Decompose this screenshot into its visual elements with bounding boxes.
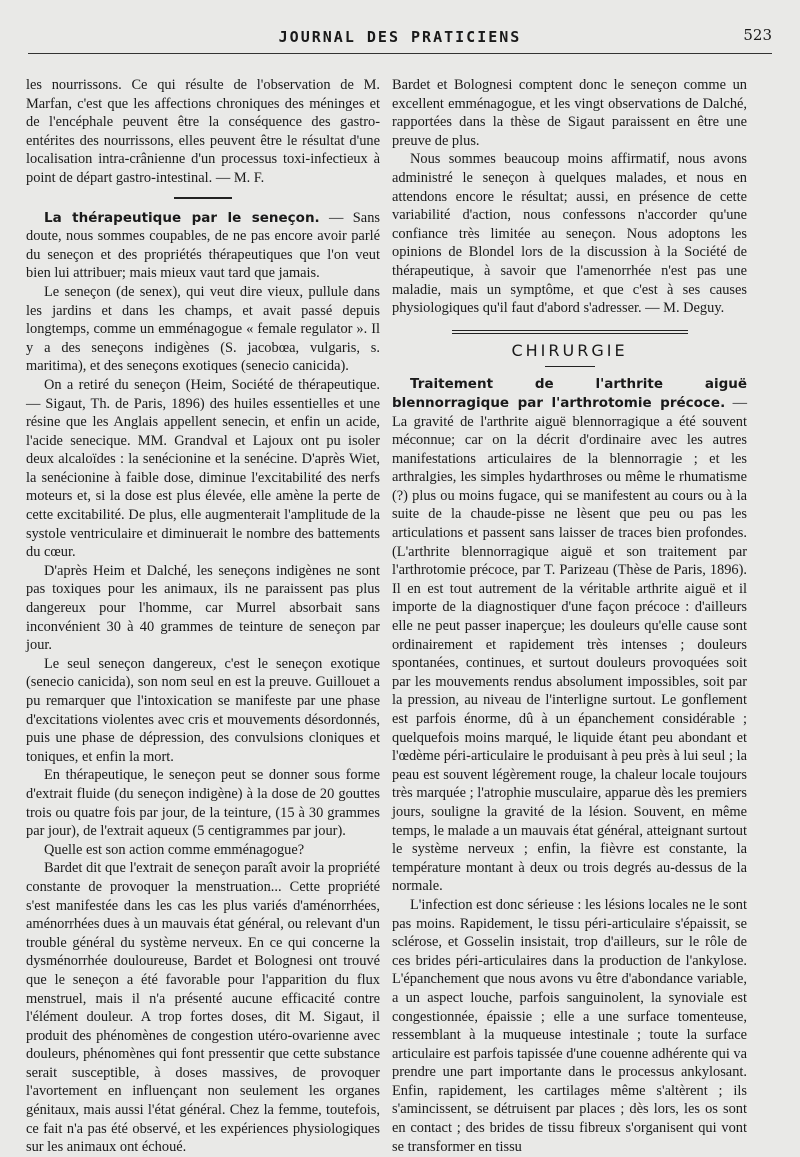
left-column	[26, 76, 380, 1157]
paragraph: Nous sommes beaucoup moins affirmatif, nous avons administré le seneçon à quelques malades, et nous en attendons encore le résultat; aussi, en présence de cette variabilité d'action, nous confessons n'accorder qu'une confiance très limitée au seneçon. Nous adoptons les opinions de Blondel lors de la discussion à la Société de thérapeutique, à savoir que l'amenorrhée n'est pas une maladie, mais un symptôme, et que c'est à ses causes physiologiques qu'il faut d'abord s'adresser. — M. Deguy.	[392, 151, 747, 317]
paragraph: les nourrissons. Ce qui résulte de l'observation de M. Marfan, c'est que les affections chroniques des méninges et de l'encéphale peuvent être la conséquence des gastro-entérites des nourrissons, elles peuvent être le résultat d'une localisation intra-crânienne d'un processus toxi-infectieux à point de départ gastro-intestinal. — M. F.	[26, 77, 380, 186]
section-divider	[174, 197, 232, 199]
paragraph: En thérapeutique, le seneçon peut se donner sous forme d'extrait fluide (du seneçon indigène) à la dose de 20 gouttes trois ou quatre fois par jour, de la teinture, (15 à 30 grammes par jour), de l'extrait aqueux (5 centigrammes par jour).	[26, 767, 380, 840]
paragraph: Bardet dit que l'extrait de seneçon paraît avoir la propriété constante de provoquer la menstruation... Cette propriété s'est manifestée dans les cas les plus variés d'aménorrhées, aménorrhées dues à un mauvais état général, ou relevant d'un trouble général du système nerveux. En ce qui concerne la dysménorrhée douloureuse, Bardet et Bolognesi ont trouvé que le seneçon a été favorable pour l'apparition du flux menstruel, mais il n'a présenté aucune efficacité contre l'élément douleur. A trop fortes doses, dit M. Sigaut, il produit des phénomènes de congestion utéro-ovarienne avec douleurs, phénomènes qui font pressentir que cette substance serait susceptible, à doses massives, de provoquer l'avortement en influençant non seulement les organes génitaux, mais aussi l'état général. Chez la femme, toutefois, ce fait n'a pas été observé, et les expériences physiologiques sur les animaux ont échoué.	[26, 860, 380, 1156]
paragraph: Bardet et Bolognesi comptent donc le seneçon comme un excellent emménagogue, et les vingt observations de Dalché, rapportées dans la thèse de Sigaut paraissent en être une preuve de plus.	[392, 77, 747, 149]
paragraph: On a retiré du seneçon (Heim, Société de thérapeutique. — Sigaut, Th. de Paris, 1896) des huiles essentielles et une résine que les Anglais appellent senecin, et enfin un acide, l'acide senecique. MM. Grandval et Lajoux ont pu isoler deux alcaloïdes : la senécionine et la senécine. D'après Wiet, la senécionine à faible dose, diminue l'excitabilité des nerfs moteurs et, si la dose est plus élevée, elle amène la perte de cette excitabilité. De plus, elle augmenterait l'amplitude de la systole ventriculaire et diminuerait le nombre des battements du cœur.	[26, 376, 380, 561]
section-title: La thérapeutique par le seneçon.	[44, 209, 320, 226]
right-column	[392, 76, 747, 1156]
journal-title: JOURNAL DES PRATICIENS	[278, 28, 522, 46]
paragraph	[392, 375, 747, 896]
article-title: Traitement de l'arthrite aiguë blennorragique par l'arthrotomie précoce.	[392, 376, 747, 411]
paragraph: L'infection est donc sérieuse : les lésions locales ne le sont pas moins. Rapidement, le tissu péri-articulaire s'épaissit, se sclérose, et Gosselin insistait, trop d'ailleurs, sur le rôle de ces brides péri-articulaires dans la production de l'ankylose. L'épanchement que nous avons vu être d'abondance variable, a un aspect louche, parfois sanguinolent, la synoviale est congestionnée, épaissie ; elle a une surface tomenteuse, ressemblant à la muqueuse intestinale ; toute la surface articulaire est parfois tapissée d'une couenne adhérente qui va prendre une part importante dans le processus ankylosant. Enfin, rapidement, les cartilages même s'altèrent ; ils s'amincissent, se détruisent par places ; dès lors, les os sont en contact ; des brides de tissu fibreux s'organisent qui vont se transformer en tissu	[392, 896, 748, 1155]
paragraph: Le seul seneçon dangereux, c'est le seneçon exotique (senecio canicida), son nom seul en est la preuve. Guillouet a pu remarquer que l'intoxication se manifeste par une phase d'excitations violentes avec cris et mouvements désordonnés, puis une phase de dépression, des convulsions cloniques et toniques, et enfin la mort.	[26, 655, 380, 765]
paragraph-text: — Sans doute, nous sommes coupables, de ne pas encore avoir parlé du seneçon et des propriétés thérapeutiques que l'on veut bien lui attribuer; mais mieux vaut tard que jamais.	[26, 209, 380, 282]
page-number: 523	[743, 26, 772, 44]
paragraph: Quelle est son action comme emménagogue?	[44, 841, 305, 858]
paragraph-text: — La gravité de l'arthrite aiguë blennorragique a été souvent méconnue; car on la décrit d'ordinaire avec les autres manifestations articulaires de la blennorragie ; et les arthralgies, les simples hydarthroses ou même le rhumatisme (?) plus ou moins fugace, qui se manifestent au cours ou à la suite de la chaude-pisse ne lèsent que peu ou pas les articulations et passent sans laisser de traces bien profondes. (L'arthrite blennorragique aiguë et son traitement par l'arthrotomie précoce, par T. Parizeau (Thèse de Paris, 1896). Il en est tout autrement de la véritable arthrite aiguë et il importe de la diagnostiquer d'une façon précoce : d'ailleurs elle ne peut passer inaperçue; les douleurs qu'elle cause sont ordinairement et rapidement très intenses ; douleurs spontanées, continues, et surtout douleurs provoquées soit par les mouvements rendus absolument impossibles, soit par la pression, au niveau de l'interligne surtout. Le gonflement est parfois énorme, dû à un épanchement considérable ; quelquefois moins marqué, le liquide étant peu abondant et l'œdème péri-articulaire le produisant à peu près à lui seul ; la peau est souvent légèrement rouge, la chaleur locale toujours très marquée ; l'atrophie musculaire, apparue dès les premiers jours, souligne la gravité de la lésion. Souvent, en même temps, le malade a un mauvais état général, atteignant surtout le système nerveux ; enfin, la fièvre est constante, la température montant à deux ou trois degrés au-dessus de la normale.	[392, 394, 747, 895]
section-rule	[452, 330, 688, 334]
section-heading: CHIRURGIE	[511, 340, 628, 360]
paragraph	[26, 209, 380, 283]
paragraph: D'après Heim et Dalché, les seneçons indigènes ne sont pas toxiques pour les animaux, ils ne paraissent pas plus dangereux pour l'homme, car Murrel absorbait sans inconvénient 30 à 40 grammes de teinture de seneçon par jour.	[26, 562, 380, 654]
heading-underline	[545, 366, 595, 367]
header-rule	[28, 53, 772, 54]
paragraph: Le seneçon (de senex), qui veut dire vieux, pullule dans les jardins et dans les champs, et avait passé depuis longtemps, comme un emménagogue « female regulator ». Il y a des seneçons indigènes (S. jacobœa, vulgaris, s. maritima), et des seneçons exotiques (senecio canicida).	[26, 283, 380, 375]
page-header	[28, 22, 772, 52]
